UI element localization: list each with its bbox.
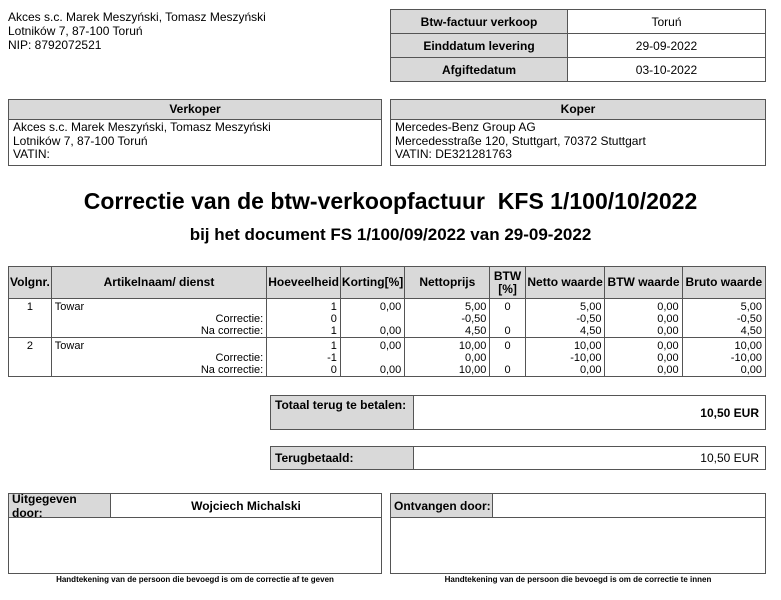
seller-box: [8, 99, 382, 166]
item-gross-value: 5,00: [682, 299, 765, 314]
item-number: 2: [9, 338, 52, 377]
item-vat-value: 0,00: [605, 364, 682, 377]
item-discount: 0,00: [340, 338, 404, 353]
buyer-box-body: [391, 120, 765, 163]
col-header-vat: BTW [%]: [490, 267, 525, 299]
info-row-delivery-date: [391, 34, 766, 58]
item-gross-value: -10,00: [682, 352, 765, 364]
seller-address: Lotników 7, 87-100 Toruń: [13, 133, 148, 148]
table-row: [9, 299, 766, 314]
col-header-qty: Hoeveelheid: [267, 267, 341, 299]
item-net-value: -0,50: [525, 313, 605, 325]
seller-vatin: VATIN:: [13, 147, 50, 161]
item-name: Towar: [51, 338, 266, 353]
received-by-label: Ontvangen door:: [391, 494, 493, 517]
seller-box-body: [9, 120, 381, 163]
item-net-price: 0,00: [405, 352, 490, 364]
item-discount: 0,00: [340, 364, 404, 377]
issued-signature-caption: Handtekening van de persoon die bevoegd is om de correctie af te geven: [56, 575, 334, 584]
seller-box-title: Verkoper: [9, 100, 381, 120]
buyer-box-title: Koper: [391, 100, 765, 120]
seller-header-address: Lotników 7, 87-100 Toruń: [8, 24, 143, 38]
item-name: Correctie:: [51, 313, 266, 325]
item-name: Na correctie:: [51, 364, 266, 377]
item-discount: [340, 313, 404, 325]
document-subtitle: bij het document FS 1/100/09/2022 van 29-09-2022: [189, 225, 592, 244]
item-gross-value: 10,00: [682, 338, 765, 353]
buyer-box: [390, 99, 766, 166]
item-net-price: 4,50: [405, 325, 490, 338]
issued-by-label: Uitgegeven door:: [9, 494, 111, 517]
item-net-value: 10,00: [525, 338, 605, 353]
info-label-issue-date: Afgiftedatum: [391, 58, 568, 82]
info-row-issue-date: [391, 58, 766, 82]
item-net-price: 5,00: [405, 299, 490, 314]
received-by-header: [391, 494, 765, 518]
item-gross-value: 4,50: [682, 325, 765, 338]
table-row: [9, 313, 766, 325]
info-label-invoice-type: Btw-factuur verkoop: [391, 10, 568, 34]
item-name: Correctie:: [51, 352, 266, 364]
col-header-discount: Korting[%]: [340, 267, 404, 299]
seller-name: Akces s.c. Marek Meszyński, Tomasz Meszyński: [13, 120, 271, 134]
col-header-gross-value: Bruto waarde: [682, 267, 765, 299]
refunded-label: Terugbetaald:: [271, 447, 414, 469]
item-qty: 1: [267, 338, 341, 353]
received-signature-caption: Handtekening van de persoon die bevoegd is om de correctie te innen: [444, 575, 712, 584]
table-row: [9, 352, 766, 364]
item-vat-value: 0,00: [605, 313, 682, 325]
table-row: [9, 325, 766, 338]
info-value-delivery-date: 29-09-2022: [568, 34, 766, 58]
item-discount: 0,00: [340, 299, 404, 314]
seller-header: [8, 10, 378, 52]
item-name: Na correctie:: [51, 325, 266, 338]
item-number: 1: [9, 299, 52, 338]
item-net-value: -10,00: [525, 352, 605, 364]
item-qty: 1: [267, 325, 341, 338]
item-vat-value: 0,00: [605, 352, 682, 364]
item-net-value: 4,50: [525, 325, 605, 338]
issued-by-box: [8, 493, 382, 574]
item-qty: -1: [267, 352, 341, 364]
total-refund-box: [270, 395, 766, 430]
item-vat: 0: [490, 364, 525, 377]
col-header-net-value: Netto waarde: [525, 267, 605, 299]
item-vat-value: 0,00: [605, 338, 682, 353]
col-header-net-price: Nettoprijs: [405, 267, 490, 299]
item-vat: 0: [490, 325, 525, 338]
item-net-value: 5,00: [525, 299, 605, 314]
item-net-price: 10,00: [405, 364, 490, 377]
total-refund-label: Totaal terug te betalen:: [271, 396, 414, 429]
buyer-vatin: VATIN: DE321281763: [395, 147, 512, 161]
item-vat-value: 0,00: [605, 299, 682, 314]
buyer-address: Mercedesstraße 120, Stuttgart, 70372 Stuttgart: [395, 133, 646, 148]
table-row: [9, 364, 766, 377]
refunded-value: 10,50 EUR: [700, 451, 759, 465]
item-net-value: 0,00: [525, 364, 605, 377]
item-vat: [490, 352, 525, 364]
item-gross-value: 0,00: [682, 364, 765, 377]
invoice-info-table: [390, 9, 766, 82]
seller-header-name: Akces s.c. Marek Meszyński, Tomasz Meszyński: [8, 10, 266, 24]
col-header-no: Volgnr.: [9, 267, 52, 299]
items-header-row: [9, 267, 766, 299]
item-vat: 0: [490, 299, 525, 314]
document-title: Correctie van de btw-verkoopfactuur KFS 1/100/10/2022: [83, 188, 698, 214]
table-row: [9, 338, 766, 353]
seller-header-nip: NIP: 8792072521: [8, 38, 102, 52]
info-label-delivery-date: Einddatum levering: [391, 34, 568, 58]
item-discount: 0,00: [340, 325, 404, 338]
issued-by-name: Wojciech Michalski: [191, 498, 301, 513]
item-gross-value: -0,50: [682, 313, 765, 325]
item-name: Towar: [51, 299, 266, 314]
item-net-price: -0,50: [405, 313, 490, 325]
item-qty: 1: [267, 299, 341, 314]
received-by-box: [390, 493, 766, 574]
info-row-place: [391, 10, 766, 34]
item-vat-value: 0,00: [605, 325, 682, 338]
item-qty: 0: [267, 364, 341, 377]
items-table: [8, 266, 766, 377]
col-header-name: Artikelnaam/ dienst: [51, 267, 266, 299]
info-value-place: Toruń: [568, 10, 766, 34]
issued-by-header: [9, 491, 381, 520]
item-discount: [340, 352, 404, 364]
item-vat: [490, 313, 525, 325]
col-header-vat-value: BTW waarde: [605, 267, 682, 299]
item-qty: 0: [267, 313, 341, 325]
total-refund-value: 10,50 EUR: [700, 405, 759, 420]
refunded-box: [270, 446, 766, 470]
item-net-price: 10,00: [405, 338, 490, 353]
info-value-issue-date: 03-10-2022: [568, 58, 766, 82]
received-by-name: [493, 494, 765, 517]
buyer-name: Mercedes-Benz Group AG: [395, 120, 536, 134]
item-vat: 0: [490, 338, 525, 353]
